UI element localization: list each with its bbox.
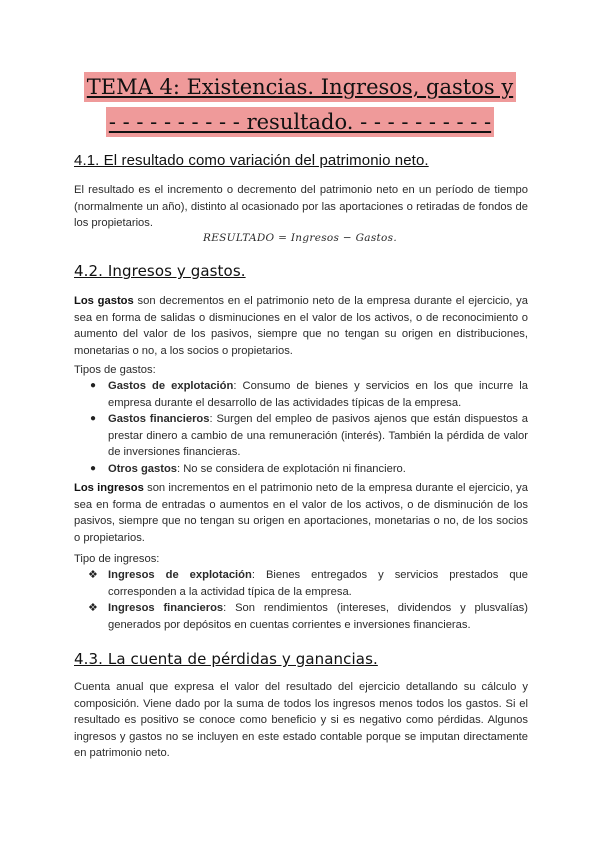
list-item <box>88 600 528 633</box>
list-item-term: Gastos financieros <box>108 413 210 426</box>
section-4-3-paragraph: Cuenta anual que expresa el valor del resultado del ejercicio detallando su cálculo y composición. Viene dado por la suma de todos los ingresos menos todos los gastos. Si el resultado es positivo se conoce como beneficio y si es negativo como pérdidas. Algunos ingresos y gastos no se incluyen en este estado contable porque se imputan directamente en patrimonio neto. <box>74 681 528 760</box>
list-item-text: : Consumo de bienes y servicios en los que incurre la empresa durante el desarrollo de las actividades típicas de la empresa. <box>108 380 528 409</box>
list-item-text: : Bienes entregados y servicios prestados que corresponden a la actividad típica de la empresa. <box>108 569 528 598</box>
diamond-bullet-icon: ❖ <box>88 569 98 581</box>
section-4-1-paragraph: El resultado es el incremento o decremento del patrimonio neto en un período de tiempo (normalmente un año), distinto al ocasionado por las aportaciones o retiradas de fondos de los propietarios. <box>74 184 528 230</box>
bullet-dot-icon: ● <box>90 413 97 425</box>
list-item-text: : Surgen del empleo de pasivos ajenos que están dispuestos a prestar dinero a cambio de una remuneración (interés). También la pérdida de valor de inversiones financieras. <box>108 413 528 459</box>
title-line-1: TEMA 4: Existencias. Ingresos, gastos y <box>84 72 516 102</box>
list-item-term: Otros gastos <box>108 462 178 475</box>
ingresos-term: Los ingresos <box>74 482 144 494</box>
list-item <box>88 378 528 411</box>
bullet-dot-icon: ● <box>90 462 97 474</box>
section-heading-4-2: 4.2. Ingresos y gastos. <box>74 262 246 280</box>
document-title <box>0 72 600 137</box>
list-item-term: Ingresos de explotación <box>108 569 252 581</box>
ingresos-definition-text: son incrementos en el patrimonio neto de la empresa durante el ejercicio, ya sea en forma de entradas o aumentos en el valor de los activos, o de disminución de los pasivos, siempre que no tengan su origen en aportaciones, monetarias o no, de los socios o propietarios. <box>74 482 528 544</box>
title-line-2: - - - - - - - - - - resultado. - - - - - - - - - - <box>106 107 494 137</box>
list-item <box>88 461 528 478</box>
gastos-definition-text: son decrementos en el patrimonio neto de la empresa durante el ejercicio, ya sea en forma de salidas o disminuciones en el valor de los activos, o de reconocimiento o aumento del valor de los pasivos, siempre que no tengan su origen en distribuciones, monetarias o no, a los socios o propietarios. <box>74 295 528 357</box>
resultado-formula: RESULTADO = Ingresos − Gastos. <box>203 232 397 244</box>
section-heading-4-1: 4.1. El resultado como variación del patrimonio neto. <box>74 152 429 169</box>
ingresos-definition <box>74 480 528 546</box>
list-item-text: : Son rendimientos (intereses, dividendos y plusvalías) generados por depósitos en cuentas corrientes e inversiones financieras. <box>108 602 528 631</box>
diamond-bullet-icon: ❖ <box>88 602 98 615</box>
list-item <box>88 411 528 461</box>
list-item-term: Ingresos financieros <box>108 602 224 615</box>
list-item-text: : No se considera de explotación ni financiero. <box>177 462 406 475</box>
bullet-dot-icon: ● <box>90 380 97 391</box>
tipos-ingresos-list <box>88 567 528 633</box>
gastos-definition <box>74 293 528 359</box>
gastos-term: Los gastos <box>74 295 134 307</box>
tipos-gastos-label: Tipos de gastos: <box>74 364 156 376</box>
tipos-ingresos-label: Tipo de ingresos: <box>74 553 160 565</box>
list-item <box>88 567 528 600</box>
tipos-gastos-list <box>88 378 528 478</box>
list-item-term: Gastos de explotación <box>108 380 234 392</box>
section-heading-4-3: 4.3. La cuenta de pérdidas y ganancias. <box>74 650 378 668</box>
